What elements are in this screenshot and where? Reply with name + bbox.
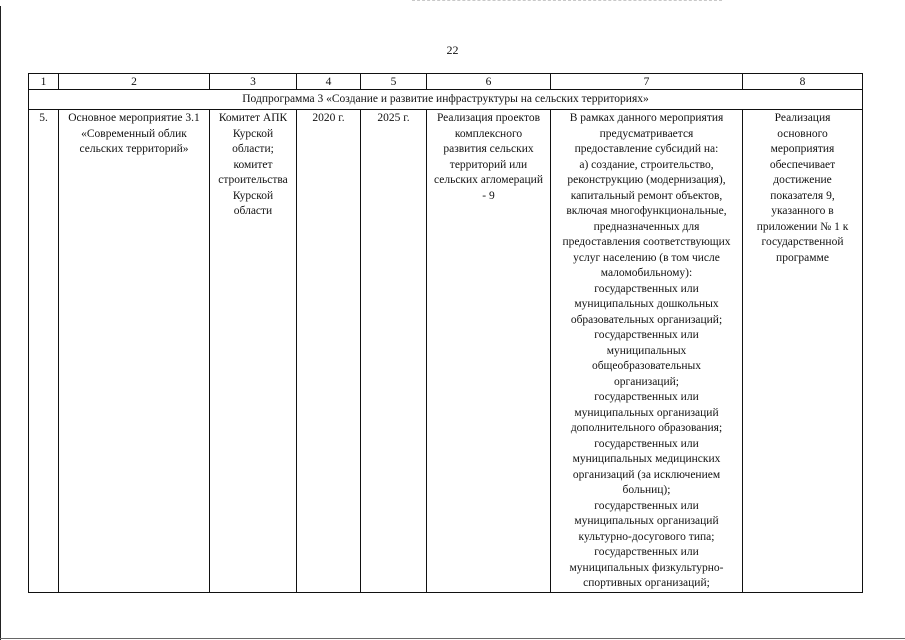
text-line: предусматривается [599,127,694,140]
text-line: развития сельских [443,143,534,155]
text-line: программе [776,251,829,264]
text-line: В рамках данного мероприятия [569,112,724,124]
text-line: дополнительного образования; [570,422,723,434]
left-edge-line [0,6,1,640]
column-number-8: 8 [743,74,863,90]
text-line: Основное мероприятие 3.1 [68,112,200,124]
expected-result-cell [427,110,551,593]
column-number-row [29,74,863,90]
text-line: капитальный ремонт объектов, [570,189,723,202]
text-line: сельских территорий» [79,143,189,155]
text-line: Реализация [774,112,831,124]
text-line: мероприятия [770,143,835,155]
text-line: основного [777,127,828,140]
executor-cell [210,110,297,593]
text-line: «Современный облик [81,127,187,140]
text-line: государственных или [594,499,699,512]
text-line: предоставление субсидий на: [574,143,719,155]
text-line: государственных или [594,437,699,450]
text-line: Курской [232,189,274,202]
text-line: организаций (за исключением [572,468,721,481]
text-line: предназначенных для [593,220,700,233]
description-cell [551,110,743,593]
text-line: включая многофункциональные, [566,205,727,217]
text-line: государственных или [594,329,699,341]
subprogram-title: Подпрограмма 3 «Создание и развитие инфраструктуры на сельских территориях» [29,90,863,110]
text-line: предоставления соответствующих [562,236,731,248]
column-number-1: 1 [29,74,59,90]
bottom-edge-line [0,638,905,639]
text-line: муниципальных дошкольных [574,298,719,310]
indicator-link-cell [743,110,863,593]
top-rule [412,0,722,1]
text-line: строительства [218,174,288,186]
column-number-3: 3 [210,74,297,90]
text-line: Комитет АПК [218,112,288,124]
table-row [29,110,863,593]
text-line: достижение [773,174,832,186]
text-line: маломобильному): [600,267,693,279]
column-number-2: 2 [59,74,210,90]
text-line: муниципальных [606,344,687,357]
text-line: Курской [232,127,274,140]
text-line: Реализация проектов [436,112,541,124]
text-line: государственных или [594,546,699,558]
text-line: области [233,205,273,217]
text-line: спортивных организаций; [583,577,710,589]
event-name-cell [59,110,210,593]
text-line: области; [232,143,274,155]
text-line: образовательных организаций; [570,313,723,326]
start-year-cell: 2020 г. [297,110,361,593]
text-line: общеобразовательных [591,360,702,372]
program-table [28,73,863,593]
column-number-7: 7 [551,74,743,90]
text-line: указанного в [771,205,834,217]
text-line: больниц); [622,484,671,496]
text-line: организаций; [614,375,679,388]
text-line: обеспечивает [769,158,836,171]
text-line: территорий или [449,158,528,171]
end-year-cell: 2025 г. [361,110,427,593]
text-line: комплексного [454,127,523,140]
page-number: 22 [446,43,459,57]
text-line: услуг населению (в том числе [573,251,720,264]
text-line: приложении № 1 к [756,220,849,233]
text-line: комитет [233,158,273,171]
text-line: а) создание, строительство, [579,158,714,171]
text-line: муниципальных организаций [574,406,719,419]
text-line: государственных или [594,391,699,403]
text-line: муниципальных медицинских [572,453,721,465]
column-number-4: 4 [297,74,361,90]
text-line: государственных или [594,282,699,295]
text-line: муниципальных физкультурно- [569,561,724,574]
subprogram-row [29,90,863,110]
text-line: показателя 9, [770,189,835,202]
text-line: культурно-досугового типа; [578,530,715,543]
column-number-6: 6 [427,74,551,90]
text-line: реконструкцию (модернизация), [567,174,726,186]
text-line: государственной [761,236,844,248]
row-number: 5. [29,110,59,593]
text-line: - 9 [482,189,495,202]
text-line: муниципальных организаций [574,515,719,527]
column-number-5: 5 [361,74,427,90]
text-line: сельских агломераций [433,174,543,186]
